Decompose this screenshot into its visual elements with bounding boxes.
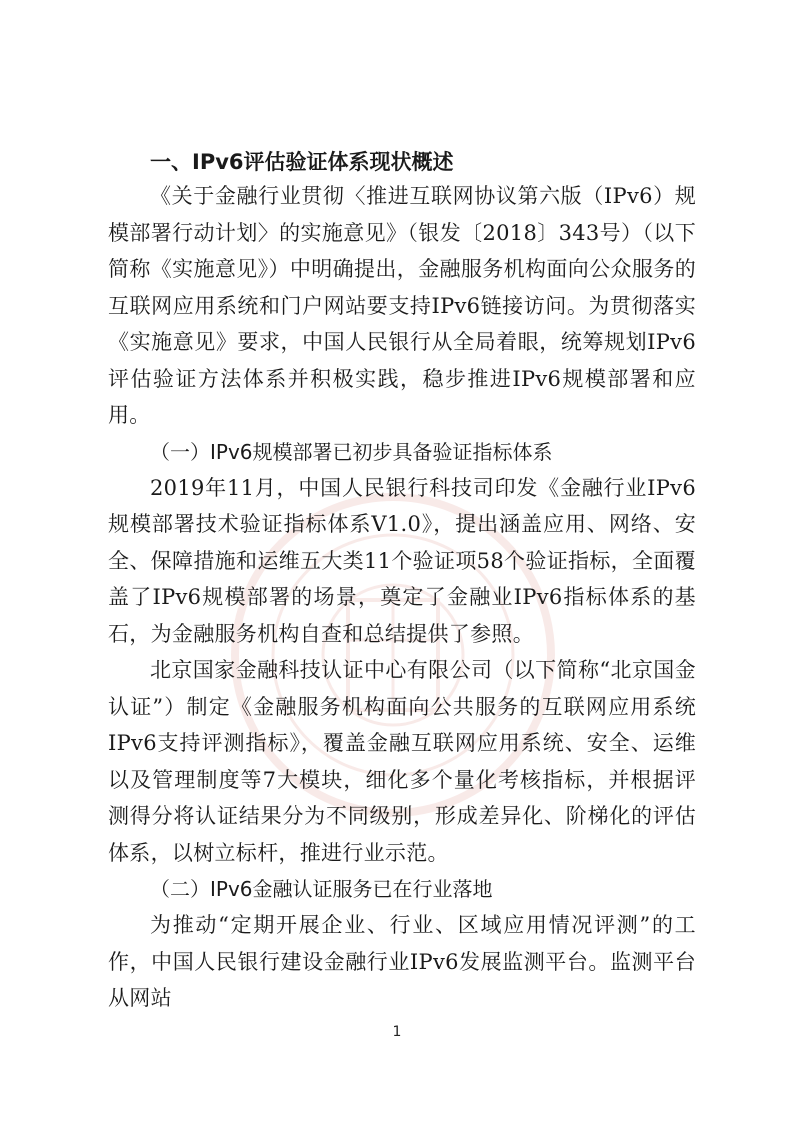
page-number: 1 <box>392 1024 402 1040</box>
paragraph-intro: 《关于金融行业贯彻〈推进互联网协议第六版（IPv6）规模部署行动计划〉的实施意见》（银发〔2018〕343号）（以下简称《实施意见》）中明确提出，金融服务机构面向公众服务的互联网应用系统和门户网站要支持IPv6链接访问。为贯彻落实《实施意见》要求，中国人民银行从全局着眼，统筹规划IPv6评估验证方法体系并积极实践，稳步推进IPv6规模部署和应用。 <box>108 184 696 427</box>
paragraph-monitoring-platform: 为推动“定期开展企业、行业、区域应用情况评测”的工作，中国人民银行建设金融行业IPv6发展监测平台。监测平台从网站 <box>108 913 696 1010</box>
paragraph-certification-center: 北京国家金融科技认证中心有限公司（以下简称“北京国金认证”）制定《金融服务机构面向公共服务的互联网应用系统IPv6支持评测指标》，覆盖金融互联网应用系统、安全、运维以及管理制度等7大模块，细化多个量化考核指标，并根据评测得分将认证结果分为不同级别，形成差异化、阶梯化的评估体系，以树立标杆，推进行业示范。 <box>108 658 696 865</box>
paragraph-indicator-system: 2019年11月，中国人民银行科技司印发《金融行业IPv6规模部署技术验证指标体系V1.0》，提出涵盖应用、网络、安全、保障措施和运维五大类11个验证项58个验证指标，全面覆盖了IPv6规模部署的场景，奠定了金融业IPv6指标体系的基石，为金融服务机构自查和总结提供了参照。 <box>108 475 696 646</box>
document-body <box>108 146 696 1017</box>
subsection-heading-1: （一）IPv6规模部署已初步具备验证指标体系 <box>150 439 553 464</box>
section-heading: 一、IPv6评估验证体系现状概述 <box>150 150 454 174</box>
subsection-heading-2: （二）IPv6金融认证服务已在行业落地 <box>150 877 493 901</box>
